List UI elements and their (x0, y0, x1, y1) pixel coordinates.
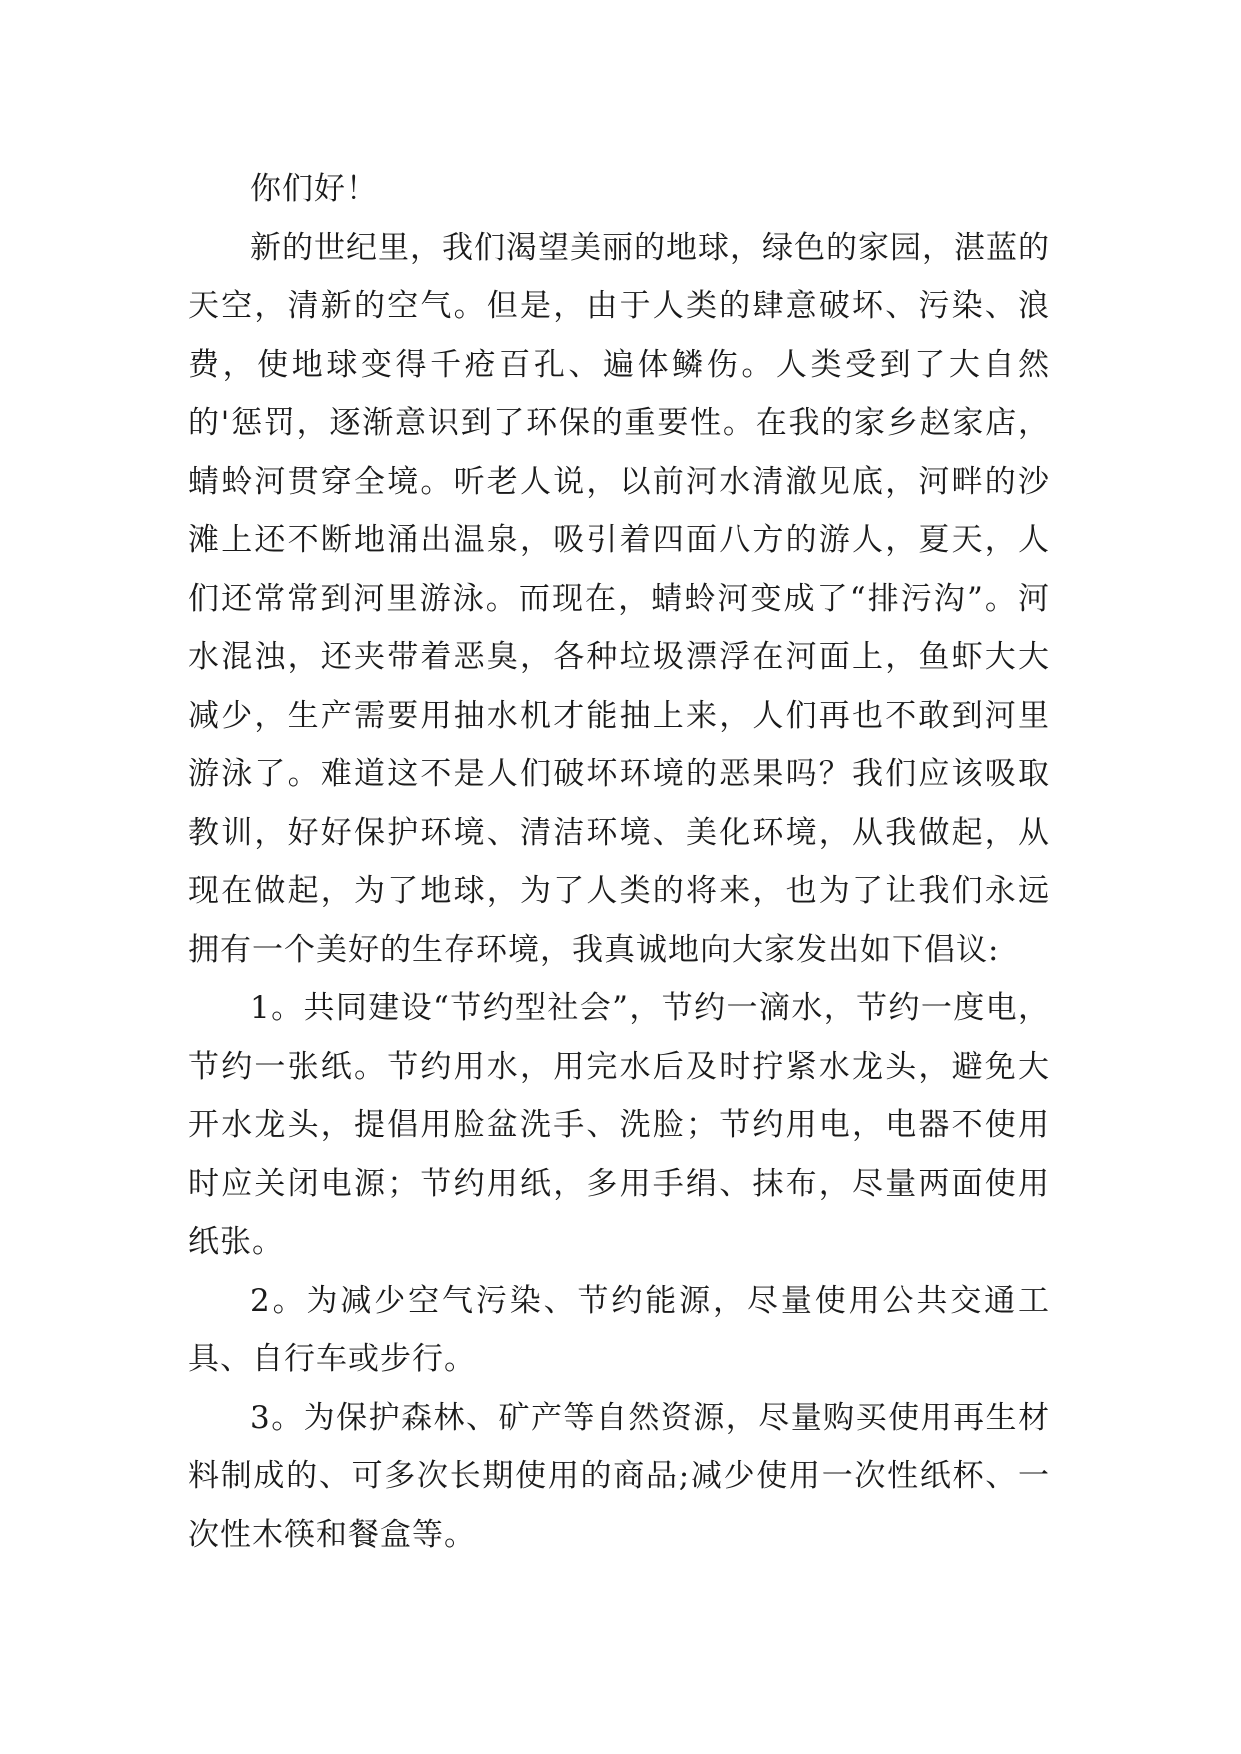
paragraph-intro: 新的世纪里，我们渴望美丽的地球，绿色的家园，湛蓝的天空，清新的空气。但是，由于人类的肆意破坏、污染、浪费，使地球变得千疮百孔、遍体鳞伤。人类受到了大自然的'惩罚，逐渐意识到了环保的重要性。在我的家乡赵家店，蜻蛉河贯穿全境。听老人说，以前河水清澈见底，河畔的沙滩上还不断地涌出温泉，吸引着四面八方的游人，夏天，人们还常常到河里游泳。而现在，蜻蛉河变成了“排污沟”。河水混浊，还夹带着恶臭，各种垃圾漂浮在河面上，鱼虾大大减少，生产需要用抽水机才能抽上来，人们再也不敢到河里游泳了。难道这不是人们破坏环境的恶果吗？我们应该吸取教训，好好保护环境、清洁环境、美化环境，从我做起，从现在做起，为了地球，为了人类的将来，也为了让我们永远拥有一个美好的生存环境，我真诚地向大家发出如下倡议: (188, 229, 1050, 968)
proposal-item-3: 3。为保护森林、矿产等自然资源，尽量购买使用再生材料制成的、可多次长期使用的商品;减少使用一次性纸杯、一次性木筷和餐盒等。 (188, 1399, 1050, 1553)
document-body (188, 160, 1050, 1564)
proposal-item-2: 2。为减少空气污染、节约能源，尽量使用公共交通工具、自行车或步行。 (188, 1282, 1050, 1377)
proposal-item-1: 1。共同建设“节约型社会”，节约一滴水，节约一度电，节约一张纸。节约用水，用完水后及时拧紧水龙头，避免大开水龙头，提倡用脸盆洗手、洗脸；节约用电，电器不使用时应关闭电源；节约用纸，多用手绢、抹布，尽量两面使用纸张。 (188, 990, 1050, 1260)
greeting: 你们好！ (250, 171, 378, 207)
